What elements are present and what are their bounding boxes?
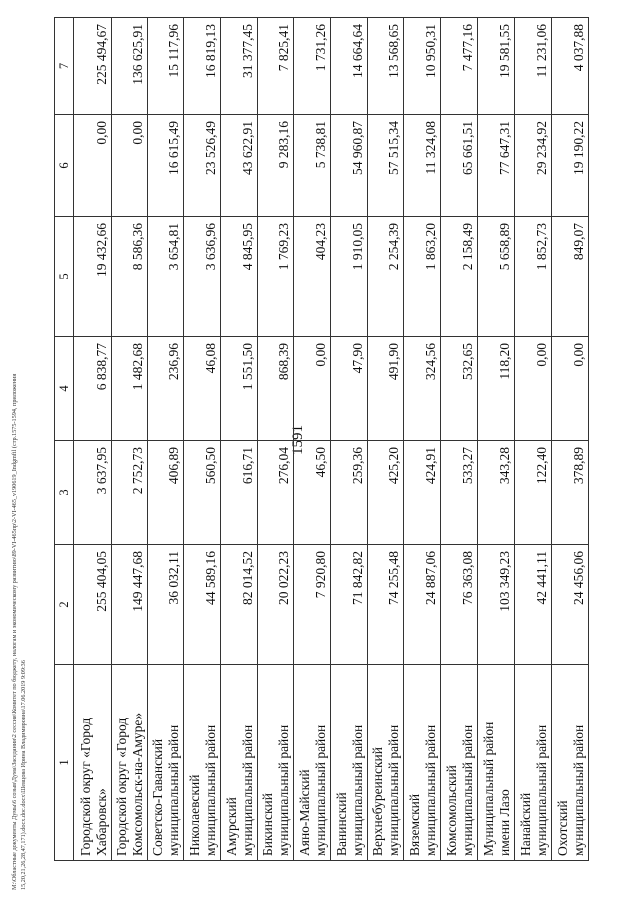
value-cell-c7: 15 117,96 <box>148 18 184 115</box>
table-row <box>112 18 148 861</box>
district-name-line: муниципальный район <box>312 724 328 856</box>
district-name-cell <box>404 665 441 861</box>
value-cell-c3: 276,04 <box>258 441 294 545</box>
value-cell-c3: 378,89 <box>552 441 589 545</box>
value-cell-c3: 424,91 <box>404 441 441 545</box>
district-name-line: муниципальный район <box>165 724 181 856</box>
value-cell-c6: 0,00 <box>74 115 112 217</box>
district-name-cell <box>148 665 184 861</box>
district-name-line: Вяземский <box>406 793 422 856</box>
value-cell-c2: 74 255,48 <box>368 545 404 665</box>
district-name-line: муниципальный район <box>422 724 438 856</box>
value-cell-c7: 31 377,45 <box>221 18 258 115</box>
value-cell-c3: 560,50 <box>184 441 221 545</box>
value-cell-c5: 3 636,96 <box>184 217 221 337</box>
footer-text <box>10 30 32 890</box>
district-name-line: муниципальный район <box>533 724 549 856</box>
value-cell-c5: 8 586,36 <box>112 217 148 337</box>
header-row <box>55 18 74 861</box>
district-name-cell <box>221 665 258 861</box>
table-row <box>294 18 331 861</box>
value-cell-c5: 4 845,95 <box>221 217 258 337</box>
column-header: 6 <box>55 115 74 217</box>
value-cell-c3: 616,71 <box>221 441 258 545</box>
footer-line: M:\Областные документы Думы\6 созыв\Дума\Заседания\2 сессия\Комитет по бюджету, налогам и экономическому развитию\89-VI-465пр\2-VI-465_v190619_Indgmfil (стр.1575-1594, приложения <box>11 373 18 890</box>
value-cell-c4: 491,90 <box>368 337 404 441</box>
value-cell-c7: 4 037,88 <box>552 18 589 115</box>
value-cell-c4: 868,39 <box>258 337 294 441</box>
value-cell-c2: 36 032,11 <box>148 545 184 665</box>
value-cell-c7: 19 581,55 <box>478 18 515 115</box>
column-header: 7 <box>55 18 74 115</box>
value-cell-c6: 19 190,22 <box>552 115 589 217</box>
district-name-cell <box>552 665 589 861</box>
value-cell-c4: 6 838,77 <box>74 337 112 441</box>
value-cell-c5: 19 432,66 <box>74 217 112 337</box>
value-cell-c6: 65 661,51 <box>441 115 478 217</box>
value-cell-c3: 3 637,95 <box>74 441 112 545</box>
district-name-line: Аяно-Майский <box>296 769 312 856</box>
value-cell-c2: 103 349,23 <box>478 545 515 665</box>
value-cell-c4: 46,08 <box>184 337 221 441</box>
value-cell-c4: 47,90 <box>331 337 368 441</box>
value-cell-c2: 71 842,82 <box>331 545 368 665</box>
table-row <box>368 18 404 861</box>
value-cell-c3: 259,36 <box>331 441 368 545</box>
table-row <box>404 18 441 861</box>
value-cell-c6: 16 615,49 <box>148 115 184 217</box>
value-cell-c2: 42 441,11 <box>515 545 552 665</box>
district-name-cell <box>294 665 331 861</box>
value-cell-c7: 16 819,13 <box>184 18 221 115</box>
value-cell-c2: 76 363,08 <box>441 545 478 665</box>
value-cell-c6: 29 234,92 <box>515 115 552 217</box>
district-name-line: имени Лазо <box>496 789 512 856</box>
table-row <box>258 18 294 861</box>
district-name-cell <box>74 665 112 861</box>
value-cell-c7: 136 625,91 <box>112 18 148 115</box>
value-cell-c6: 0,00 <box>112 115 148 217</box>
value-cell-c2: 20 022,23 <box>258 545 294 665</box>
district-name-cell <box>441 665 478 861</box>
district-name-cell <box>258 665 294 861</box>
district-name-cell <box>515 665 552 861</box>
value-cell-c2: 82 014,52 <box>221 545 258 665</box>
column-header: 3 <box>55 441 74 545</box>
value-cell-c5: 849,07 <box>552 217 589 337</box>
table-row <box>331 18 368 861</box>
budget-table <box>54 17 589 861</box>
value-cell-c3: 122,40 <box>515 441 552 545</box>
table-row <box>515 18 552 861</box>
district-name-line: Бикинский <box>259 793 275 856</box>
district-name-line: Советско-Гаванский <box>149 738 165 856</box>
district-name-line: муниципальный район <box>202 724 218 856</box>
value-cell-c2: 149 447,68 <box>112 545 148 665</box>
value-cell-c7: 7 825,41 <box>258 18 294 115</box>
district-name-line: Верхнебуреинский <box>369 746 385 856</box>
value-cell-c6: 23 526,49 <box>184 115 221 217</box>
value-cell-c4: 1 551,50 <box>221 337 258 441</box>
district-name-line: муниципальный район <box>239 724 255 856</box>
value-cell-c4: 532,65 <box>441 337 478 441</box>
value-cell-c3: 425,20 <box>368 441 404 545</box>
value-cell-c7: 1 731,26 <box>294 18 331 115</box>
value-cell-c5: 1 852,73 <box>515 217 552 337</box>
district-name-line: Нанайский <box>517 792 533 856</box>
page-number: 1591 <box>290 425 306 455</box>
district-name-cell <box>331 665 368 861</box>
value-cell-c5: 5 658,89 <box>478 217 515 337</box>
value-cell-c4: 0,00 <box>552 337 589 441</box>
table-row <box>478 18 515 861</box>
table-row <box>148 18 184 861</box>
value-cell-c5: 3 654,81 <box>148 217 184 337</box>
value-cell-c5: 1 769,23 <box>258 217 294 337</box>
district-name-line: муниципальный район <box>275 724 291 856</box>
district-name-cell <box>478 665 515 861</box>
value-cell-c7: 11 231,06 <box>515 18 552 115</box>
district-name-cell <box>112 665 148 861</box>
column-header: 5 <box>55 217 74 337</box>
value-cell-c7: 225 494,67 <box>74 18 112 115</box>
district-name-line: Амурский <box>223 797 239 856</box>
value-cell-c3: 406,89 <box>148 441 184 545</box>
value-cell-c5: 1 910,05 <box>331 217 368 337</box>
value-cell-c2: 7 920,80 <box>294 545 331 665</box>
district-name-line: Хабаровск» <box>93 788 109 856</box>
value-cell-c2: 255 404,05 <box>74 545 112 665</box>
value-cell-c2: 24 887,06 <box>404 545 441 665</box>
value-cell-c5: 2 254,39 <box>368 217 404 337</box>
table-row <box>552 18 589 861</box>
value-cell-c3: 2 752,73 <box>112 441 148 545</box>
value-cell-c6: 11 324,08 <box>404 115 441 217</box>
rotated-table-container <box>54 18 586 861</box>
column-header: 1 <box>55 665 74 861</box>
value-cell-c6: 9 283,16 <box>258 115 294 217</box>
column-header: 4 <box>55 337 74 441</box>
value-cell-c2: 24 456,06 <box>552 545 589 665</box>
value-cell-c3: 533,27 <box>441 441 478 545</box>
value-cell-c6: 5 738,81 <box>294 115 331 217</box>
table-row <box>74 18 112 861</box>
district-name-line: муниципальный район <box>570 724 586 856</box>
district-name-line: Городской округ «Город <box>77 717 93 856</box>
value-cell-c6: 54 960,87 <box>331 115 368 217</box>
district-name-line: Охотский <box>554 800 570 856</box>
value-cell-c6: 43 622,91 <box>221 115 258 217</box>
district-name-line: муниципальный район <box>385 724 401 856</box>
value-cell-c4: 0,00 <box>515 337 552 441</box>
district-name-cell <box>184 665 221 861</box>
value-cell-c7: 13 568,65 <box>368 18 404 115</box>
value-cell-c6: 57 515,34 <box>368 115 404 217</box>
value-cell-c5: 404,23 <box>294 217 331 337</box>
district-name-line: муниципальный район <box>349 724 365 856</box>
district-name-line: Николаевский <box>186 774 202 856</box>
value-cell-c4: 0,00 <box>294 337 331 441</box>
table-row <box>184 18 221 861</box>
value-cell-c7: 7 477,16 <box>441 18 478 115</box>
table-row <box>221 18 258 861</box>
district-name-line: Комсомольский <box>443 765 459 856</box>
value-cell-c5: 2 158,49 <box>441 217 478 337</box>
district-name-line: Муниципальный район <box>480 721 496 856</box>
table-row <box>441 18 478 861</box>
value-cell-c6: 77 647,31 <box>478 115 515 217</box>
district-name-line: Комсомольск-на-Амуре» <box>129 712 145 856</box>
district-name-line: Городской округ «Город <box>113 717 129 856</box>
footer-line: 15,20,21,26,28,47,171).docx.doc.docx\Шевцова Ирина Владимировна\17.06.2019 9:09:36 <box>20 660 27 890</box>
value-cell-c4: 118,20 <box>478 337 515 441</box>
value-cell-c2: 44 589,16 <box>184 545 221 665</box>
value-cell-c7: 14 664,64 <box>331 18 368 115</box>
value-cell-c3: 46,50 <box>294 441 331 545</box>
value-cell-c7: 10 950,31 <box>404 18 441 115</box>
value-cell-c4: 1 482,68 <box>112 337 148 441</box>
column-header: 2 <box>55 545 74 665</box>
value-cell-c4: 324,56 <box>404 337 441 441</box>
value-cell-c4: 236,96 <box>148 337 184 441</box>
value-cell-c5: 1 863,20 <box>404 217 441 337</box>
district-name-line: муниципальный район <box>459 724 475 856</box>
district-name-cell <box>368 665 404 861</box>
value-cell-c3: 343,28 <box>478 441 515 545</box>
district-name-line: Ванинский <box>333 792 349 856</box>
